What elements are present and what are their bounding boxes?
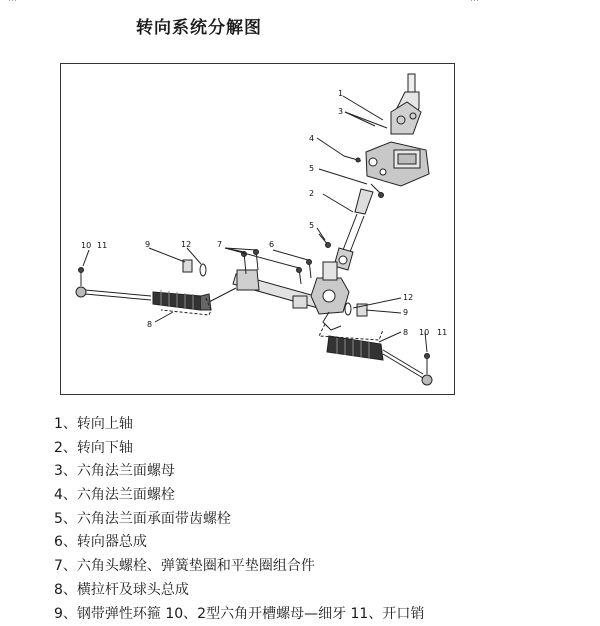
legend-item-2: 2、转向下轴 (54, 437, 594, 461)
callout-8-left: 8 (147, 320, 152, 329)
callout-7: 7 (217, 240, 222, 249)
left-tie-rod-part (76, 268, 236, 311)
legend-item-5: 5、六角法兰面承面带齿螺栓 (54, 508, 594, 532)
callout-8-right: 8 (403, 328, 408, 337)
callout-12-left: 12 (181, 240, 191, 249)
header-right-fragment (470, 0, 479, 4)
callout-10-right: 10 (419, 328, 429, 337)
legend-item-3: 3、六角法兰面螺母 (54, 460, 594, 484)
legend-item-6: 6、转向器总成 (54, 531, 594, 555)
legend-item-4: 4、六角法兰面螺栓 (54, 484, 594, 508)
callout-1: 1 (338, 89, 343, 98)
page-title: 转向系统分解图 (136, 13, 262, 38)
callout-5-upper: 5 (309, 164, 314, 173)
callout-5-lower: 5 (309, 221, 314, 230)
callout-4: 4 (309, 134, 314, 143)
callout-10-left: 10 (81, 241, 91, 250)
legend-item-7: 7、六角头螺栓、弹簧垫圈和平垫圈组合件 (54, 555, 594, 579)
callout-9-right: 9 (403, 308, 408, 317)
steering-gear-part (233, 262, 349, 314)
callout-3: 3 (338, 107, 343, 116)
callout-12-right: 12 (403, 293, 413, 302)
page-top-strip (0, 0, 600, 6)
lower-shaft-part (334, 189, 373, 270)
callout-11-right: 11 (437, 328, 447, 337)
exploded-diagram (60, 63, 455, 395)
column-bracket-part (366, 142, 429, 186)
callout-6: 6 (269, 240, 274, 249)
upper-shaft-part (391, 74, 421, 134)
right-tie-rod-part (323, 312, 432, 385)
legend-item-8: 8、横拉杆及球头总成 (54, 579, 594, 603)
parts-legend (54, 413, 594, 626)
callout-2: 2 (309, 189, 314, 198)
steering-diagram-svg (61, 64, 456, 396)
legend-item-9: 9、钢带弹性环箍 10、2型六角开槽螺母—细牙 11、开口销 (54, 603, 594, 626)
legend-item-1: 1、转向上轴 (54, 413, 594, 437)
callout-9-left: 9 (145, 240, 150, 249)
callout-11-left: 11 (97, 241, 107, 250)
header-left-fragment (8, 0, 17, 4)
